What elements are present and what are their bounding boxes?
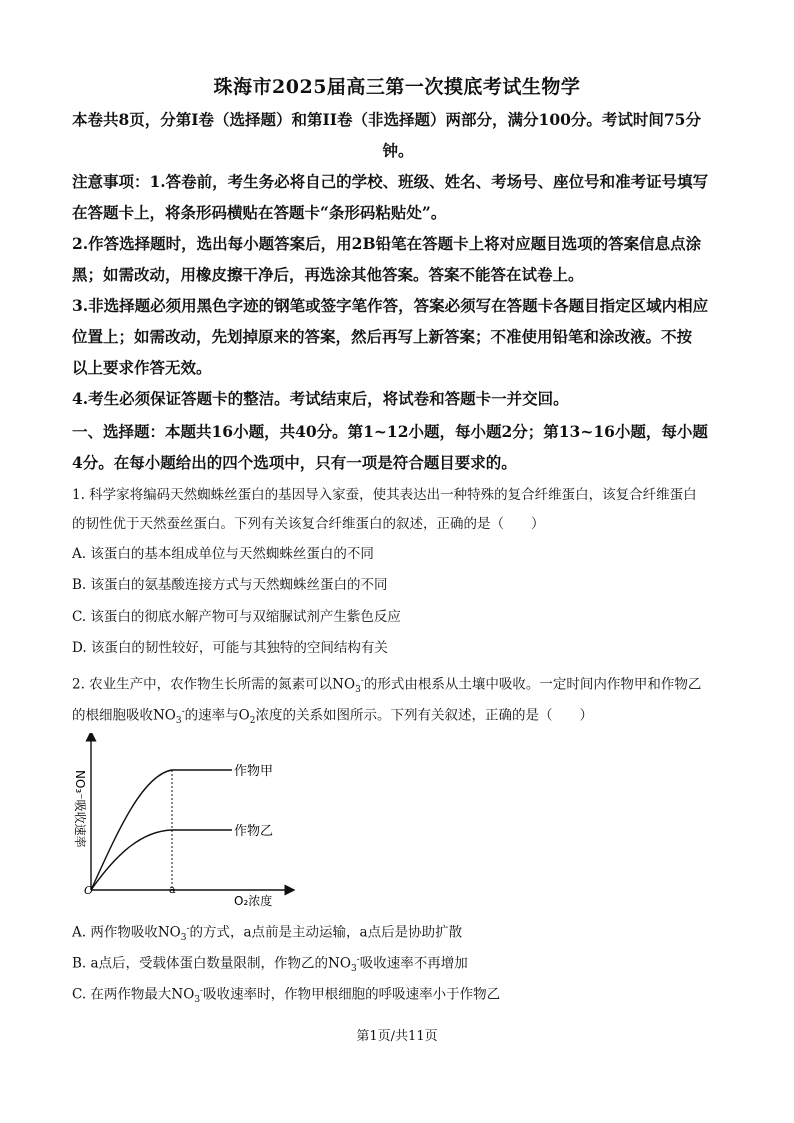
q1-option-d: D. 该蛋白的韧性较好，可能与其独特的空间结构有关 (72, 640, 388, 656)
notice-4: 4.考生必须保证答题卡的整洁。考试结束后，将试卷和答题卡一并交回。 (72, 389, 569, 408)
notice-2a: 2.作答选择题时，选出每小题答案后，用2B铅笔在答题卡上将对应题目选项的答案信息点涂 (72, 234, 702, 253)
q1-option-a: A. 该蛋白的基本组成单位与天然蜘蛛丝蛋白的不同 (72, 546, 374, 562)
q2-stem-2: 的根细胞吸收$NO_3^-$的速率与$O_2$浓度的关系如图所示。下列有关叙述，正确的是（ ） (72, 707, 593, 727)
page-title: 珠海市2025届高三第一次摸底考试生物学 (213, 76, 581, 98)
notice-3b: 位置上；如需改动，先划掉原来的答案，然后再写上新答案；不准使用铅笔和涂改液。不按 (72, 327, 693, 346)
page-footer: 第1页/共11页 (356, 1029, 438, 1044)
x-axis-label: O₂浓度 (234, 894, 273, 908)
intro-line-1: 本卷共8页，分第I卷（选择题）和第II卷（非选择题）两部分，满分100分。考试时间75分 (72, 110, 701, 129)
notice-3c: 以上要求作答无效。 (72, 358, 212, 377)
notice-2b: 黑；如需改动，用橡皮擦干净后，再选涂其他答案。答案不能答在试卷上。 (72, 265, 584, 284)
q2-option-c: C. 在两作物最大$NO_3^-$吸收速率时，作物甲根细胞的呼吸速率小于作物乙 (72, 986, 501, 1006)
curve-label-b: 作物乙 (234, 824, 274, 839)
x-mark-a: a (169, 883, 176, 896)
origin-label: O (84, 884, 94, 897)
q1-option-b: B. 该蛋白的氨基酸连接方式与天然蜘蛛丝蛋白的不同 (72, 577, 388, 593)
q2-option-a: A. 两作物吸收$NO_3^-$的方式，a点前是主动运输，a点后是协助扩散 (72, 924, 463, 944)
section-heading-2: 4分。在每小题给出的四个选项中，只有一项是符合题目要求的。 (72, 453, 517, 472)
q1-stem-1: 1. 科学家将编码天然蜘蛛丝蛋白的基因导入家蚕，使其表达出一种特殊的复合纤维蛋白，该复合纤维蛋白 (72, 487, 697, 503)
y-axis-label: NO₃⁻吸收速率 (73, 770, 87, 848)
curve-label-a: 作物甲 (234, 764, 274, 779)
notice-1b: 在答题卡上，将条形码横贴在答题卡“条形码粘贴处”。 (72, 203, 447, 222)
notice-1a: 注意事项：1.答卷前，考生务必将自己的学校、班级、姓名、考场号、座位号和准考证号填写 (72, 172, 709, 191)
q2-figure (72, 733, 302, 908)
curve-crop-b (91, 830, 232, 890)
intro-line-2: 钟。 (382, 141, 414, 160)
notice-3a: 3.非选择题必须用黑色字迹的钢笔或签字笔作答，答案必须写在答题卡各题目指定区域内相应 (72, 296, 709, 315)
q2-option-b: B. a点后，受载体蛋白数量限制，作物乙的$NO_3^-$吸收速率不再增加 (72, 955, 468, 975)
q2-stem-1: 2. 农业生产中，农作物生长所需的氮素可以$NO_3^-$的形式由根系从土壤中吸收。一定时间内作物甲和作物乙 (72, 676, 702, 696)
section-heading-1: 一、选择题：本题共16小题，共40分。第1~12小题，每小题2分；第13~16小题，每小题 (72, 422, 708, 441)
q1-stem-2: 的韧性优于天然蚕丝蛋白。下列有关该复合纤维蛋白的叙述，正确的是（ ） (72, 516, 545, 532)
q1-option-c: C. 该蛋白的彻底水解产物可与双缩脲试剂产生紫色反应 (72, 609, 401, 625)
